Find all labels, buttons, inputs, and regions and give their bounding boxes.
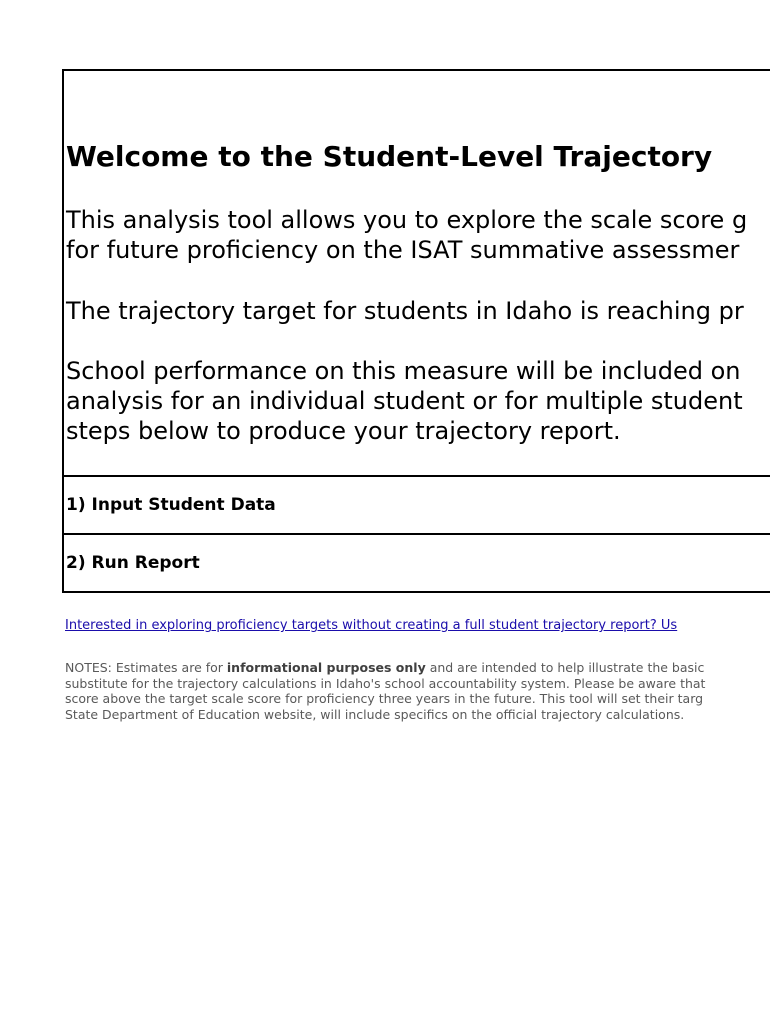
welcome-section	[64, 71, 770, 477]
notes-line-1	[65, 660, 705, 676]
run-report-row[interactable]	[64, 535, 770, 591]
intro-line-1: This analysis tool allows you to explore the scale score g	[66, 206, 748, 234]
notes-line-2: substitute for the trajectory calculations in Idaho's school accountability system. Please be aware that	[65, 675, 706, 691]
input-student-data-row[interactable]	[64, 477, 770, 535]
notes-line-1-rest: and are intended to help illustrate the basic	[425, 660, 705, 675]
school-line-2: analysis for an individual student or for multiple student	[66, 387, 743, 415]
notes-block	[65, 660, 705, 722]
notes-line-4: State Department of Education website, will include specifics on the official trajectory calculations.	[65, 706, 685, 722]
target-line-1: The trajectory target for students in Idaho is reaching pr	[66, 297, 744, 325]
proficiency-targets-link[interactable]: Interested in exploring proficiency targets without creating a full student trajectory report? Us	[65, 618, 678, 633]
school-paragraph	[66, 356, 743, 446]
school-line-1: School performance on this measure will be included on	[66, 357, 741, 385]
notes-line-3: score above the target scale score for proficiency three years in the future. This tool will set their targ	[65, 691, 704, 706]
notes-prefix: NOTES: Estimates are for	[65, 660, 227, 675]
notes-emphasis: informational purposes only	[226, 660, 426, 675]
input-student-data-link[interactable]: 1) Input Student Data	[66, 495, 276, 515]
welcome-panel	[62, 69, 770, 593]
intro-line-2: for future proficiency on the ISAT summative assessmer	[66, 236, 740, 264]
target-paragraph	[66, 296, 744, 326]
intro-paragraph	[66, 205, 747, 265]
school-line-3: steps below to produce your trajectory report.	[66, 417, 621, 445]
welcome-title: Welcome to the Student-Level Trajectory	[66, 140, 713, 173]
run-report-link[interactable]: 2) Run Report	[66, 553, 200, 573]
